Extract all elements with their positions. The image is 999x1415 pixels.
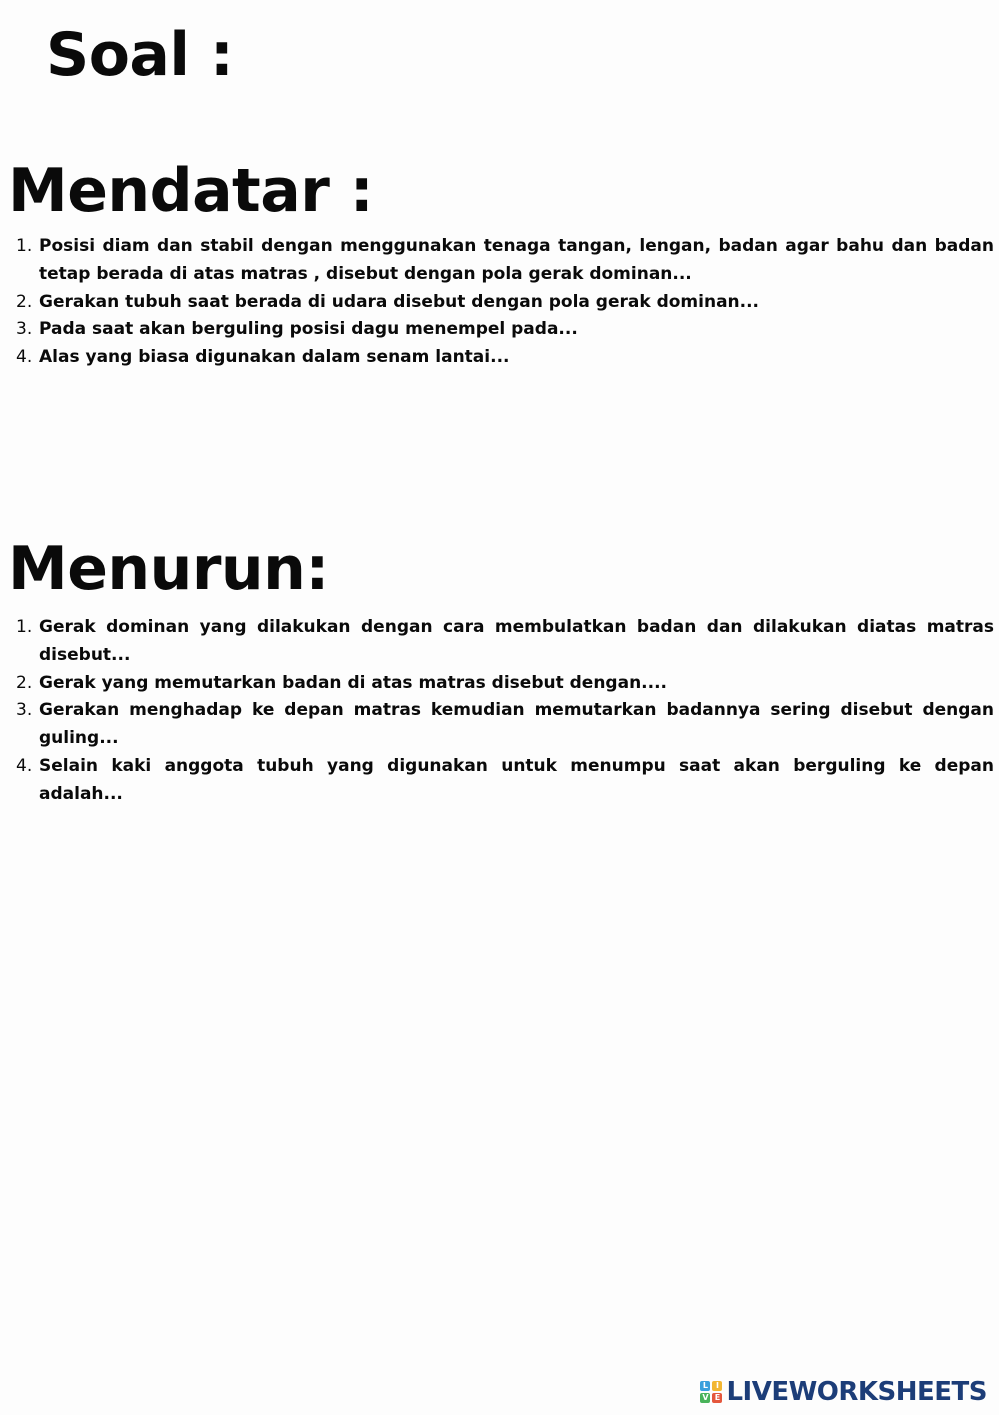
liveworksheets-watermark[interactable] [700, 1377, 987, 1407]
brand-name: LIVEWORKSHEETS [726, 1377, 987, 1407]
item-number: 3. [16, 319, 33, 340]
item-number: 1. [16, 617, 33, 637]
page-title: Soal : [46, 20, 234, 90]
logo-tile-v: V [702, 1393, 709, 1402]
item-number: 4. [16, 347, 33, 368]
list-item [14, 316, 994, 344]
question-text: Gerakan menghadap ke depan matras kemudian memutarkan badannya sering disebut dengan guling... [39, 700, 994, 749]
list-item [14, 614, 994, 670]
liveworksheets-logo-icon [700, 1381, 722, 1403]
list-item [14, 697, 994, 753]
section-heading-mendatar: Mendatar : [8, 156, 374, 226]
logo-tile-e: E [712, 1393, 722, 1403]
list-item [14, 233, 994, 289]
question-text: Gerak yang memutarkan badan di atas matras disebut dengan.... [39, 672, 668, 693]
item-number: 2. [16, 672, 33, 693]
question-text: Alas yang biasa digunakan dalam senam lantai... [39, 347, 510, 368]
list-item [14, 344, 994, 372]
logo-tile-i: I [712, 1381, 722, 1391]
item-number: 3. [16, 700, 33, 721]
item-number: 4. [16, 755, 33, 776]
question-text: Gerak dominan yang dilakukan dengan cara membulatkan badan dan dilakukan diatas matras disebut... [39, 617, 994, 665]
list-item [14, 753, 994, 809]
question-text: Pada saat akan berguling posisi dagu menempel pada... [39, 319, 578, 340]
item-number: 2. [16, 291, 33, 312]
item-number: 1. [16, 236, 33, 256]
question-list-mendatar [14, 233, 994, 372]
question-text: Gerakan tubuh saat berada di udara disebut dengan pola gerak dominan... [39, 291, 760, 312]
section-heading-menurun: Menurun: [8, 534, 329, 604]
question-text: Selain kaki anggota tubuh yang digunakan untuk menumpu saat akan berguling ke depan adalah... [39, 755, 994, 804]
question-list-menurun [14, 614, 994, 809]
logo-tile-l: L [700, 1381, 710, 1391]
list-item [14, 289, 994, 317]
question-text: Posisi diam dan stabil dengan menggunakan tenaga tangan, lengan, badan agar bahu dan badan tetap berada di atas matras , disebut dengan pola gerak dominan... [39, 236, 994, 284]
list-item [14, 670, 994, 698]
